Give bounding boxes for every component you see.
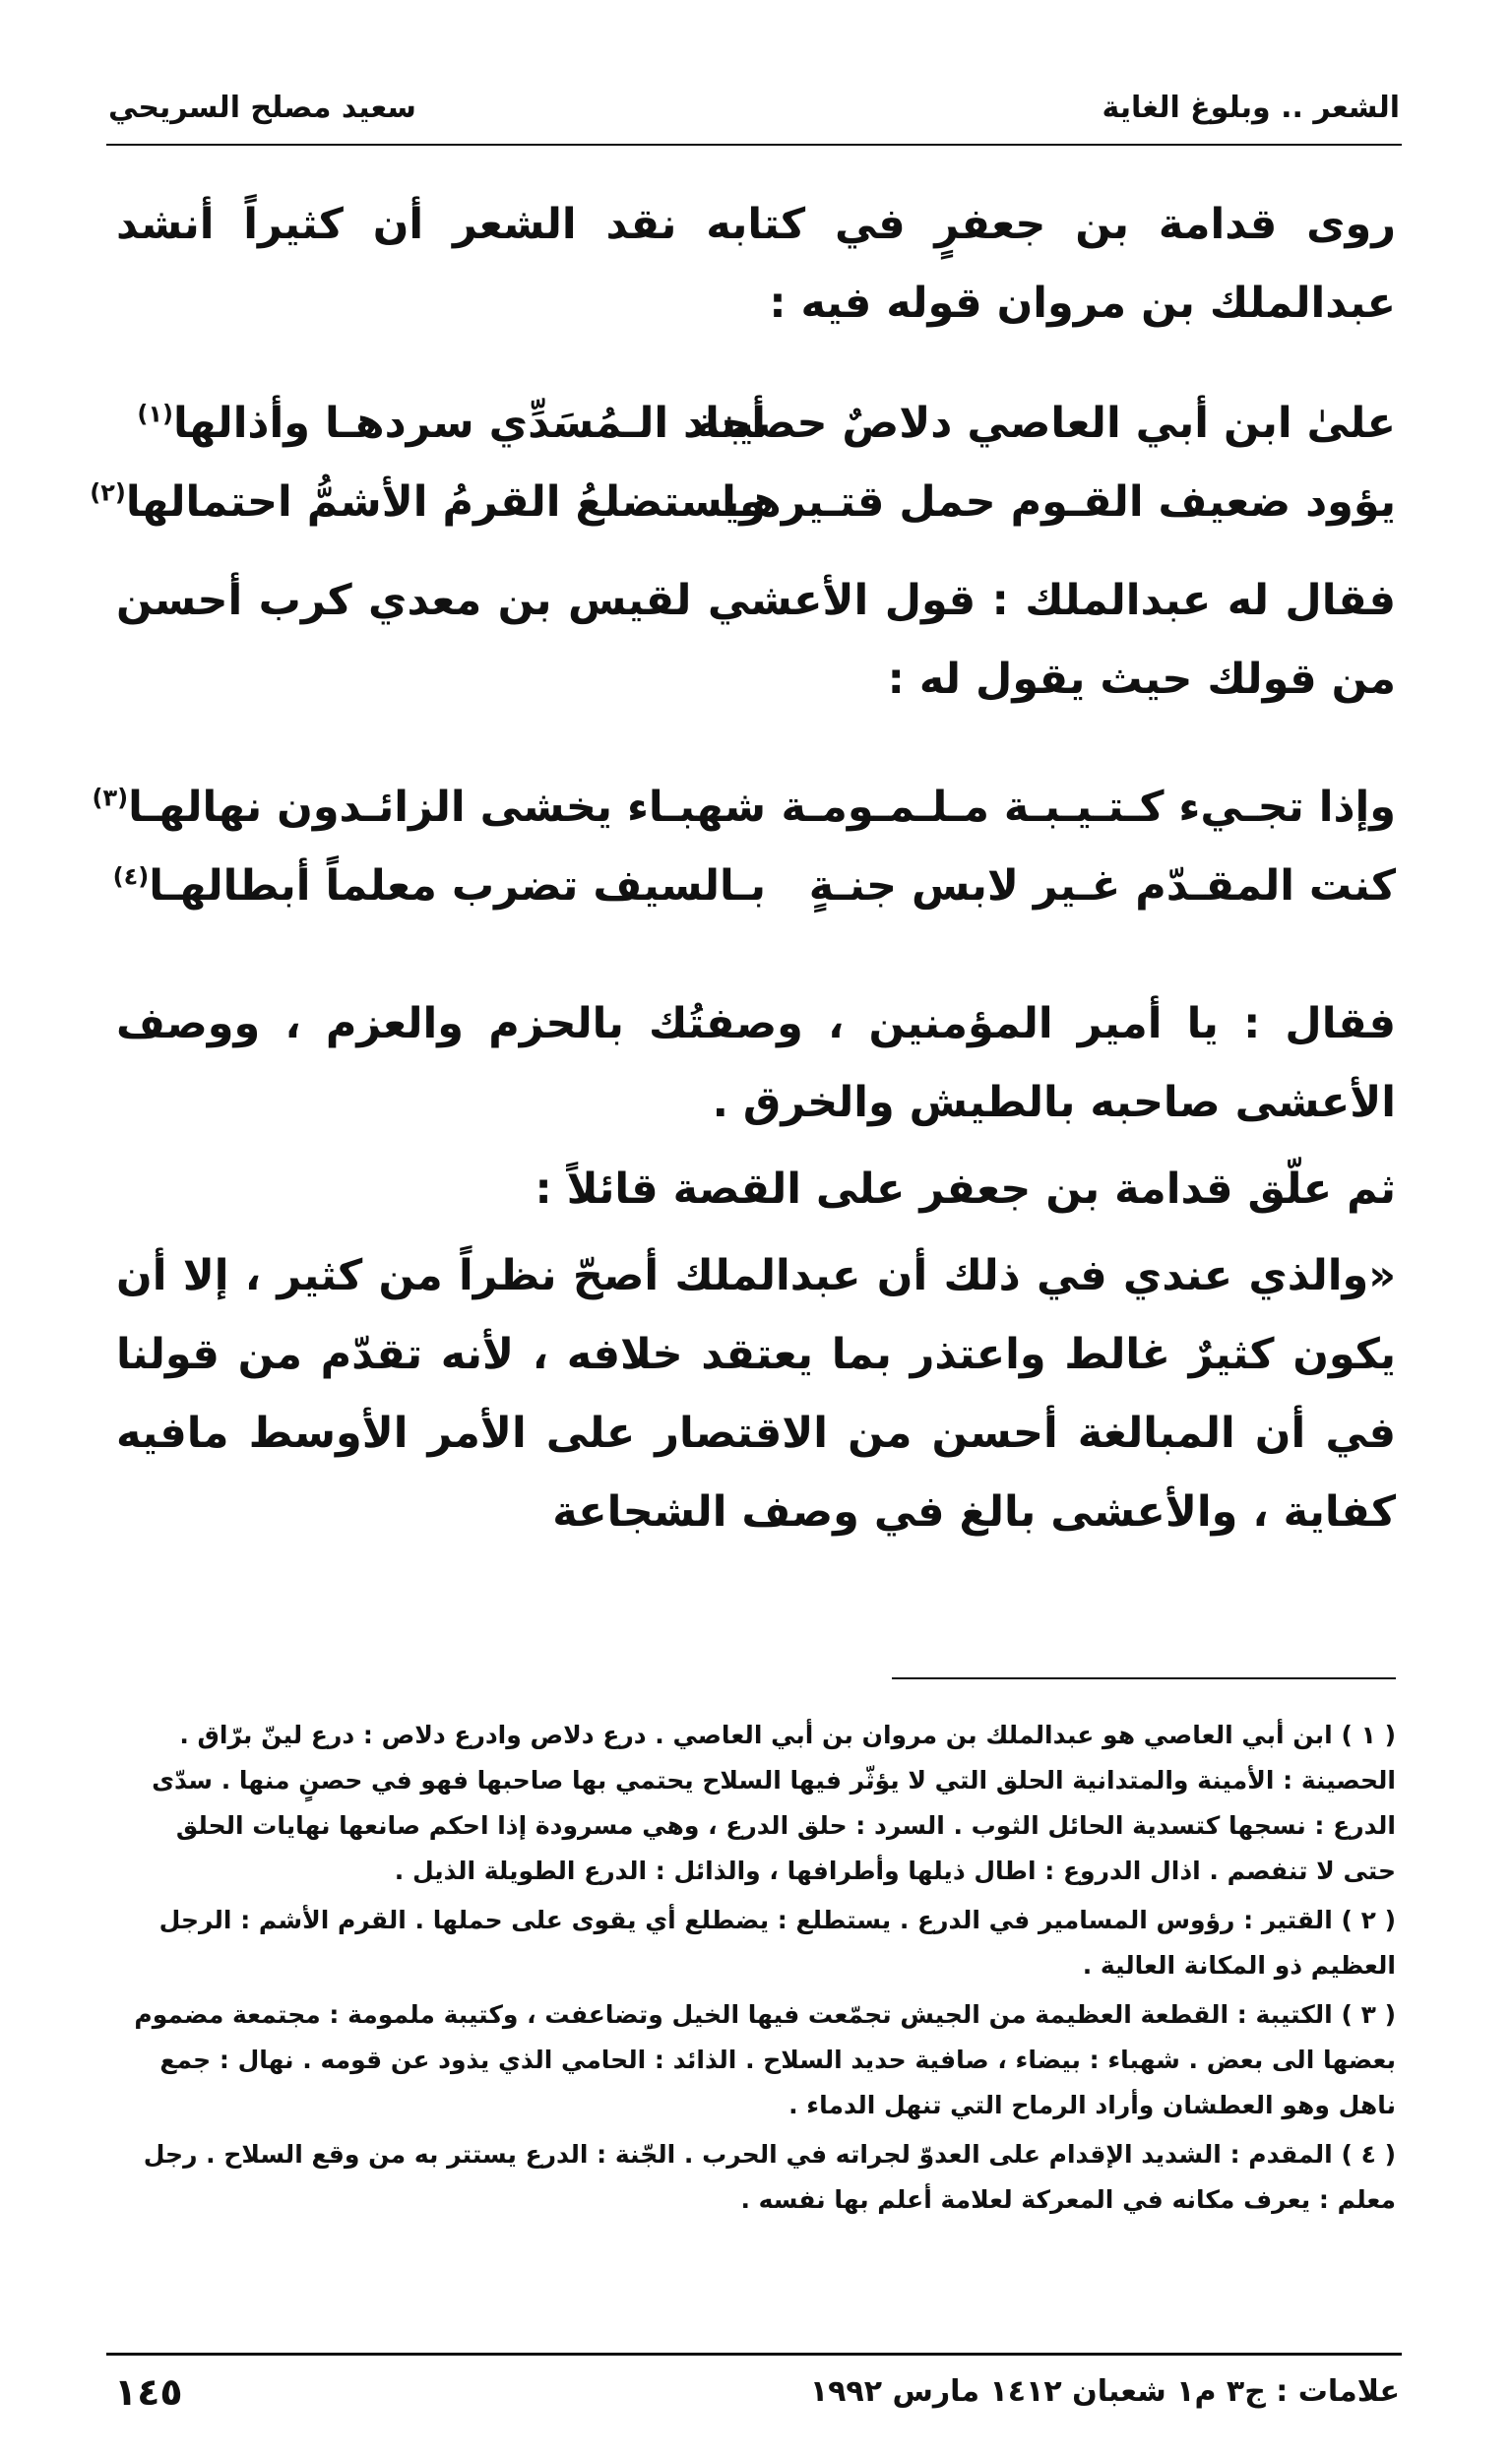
verse-block-kuthayyir xyxy=(90,384,1396,541)
verse-first-hemistich: كنت المقـدّم غـير لابس جنـةٍ xyxy=(808,861,1396,911)
running-header xyxy=(108,91,1400,140)
verse-line xyxy=(92,768,1396,847)
verse-second-hemistich: بـالسيف تضرب معلماً أبطالهـا$^{(٤)}$ xyxy=(112,861,766,911)
page-number: ١٤٥ xyxy=(114,2370,183,2414)
running-footer xyxy=(114,2370,1400,2424)
footnote-marker: (٢) xyxy=(90,478,126,507)
footnote-marker: (٤) xyxy=(112,862,150,891)
verse-first-hemistich: علىٰ ابن أبي العاصي دلاصٌ حصينة xyxy=(694,399,1396,448)
verse-second-hemistich: أجاد الـمُسَدِّي سردهـا وأذالها$^{(١)}$ xyxy=(137,399,766,448)
footnote-rule xyxy=(892,1677,1396,1679)
article-body xyxy=(90,185,1396,1551)
verse-block-aasha xyxy=(92,768,1396,925)
footnote-4: ( ٤ ) المقدم : الشديد الإقدام على العدوّ لجراته في الحرب . الجّنة : الدرع يستتر به من وقع السلاح . رجل معلم : يعرف مكانه في المعركة لعلامة أعلم بها نفسه . xyxy=(143,2140,1396,2214)
footer-rule xyxy=(106,2353,1402,2356)
header-section-title: الشعر .. وبلوغ الغاية xyxy=(1102,91,1400,125)
footnote-3: ( ٣ ) الكتيبة : القطعة العظيمة من الجيش تجمّعت فيها الخيل وتضاعفت ، وكتيبة ملمومة : مجتمعة مضموم بعضها الى بعض . شهباء : بيضاء ، صافية حديد السلاح . الذائد : الحامي الذي يذود عن قومه . نهال : جمع ناهل وهو العطشان وأراد الرماح التي تنهل الدماء . xyxy=(134,2000,1396,2119)
verse-second-hemistich: شهبـاء يخشى الزائـدون نهالهـا$^{(٣)}$ xyxy=(92,783,766,832)
paragraph-quotation: «والذي عندي في ذلك أن عبدالملك أصحّ نظراً من كثير ، إلا أن يكون كثيرٌ غالط واعتذر بما يعتقد خلافه ، لأنه تقدّم من قولنا في أن المبالغة أحسن من الاقتصار على الأمر الأوسط مافيه كفاية ، والأعشى بالغ في وصف الشجاعة xyxy=(116,1251,1396,1537)
verse-first-hemistich: يؤود ضعيف القـوم حمل قتـيرهـا xyxy=(722,477,1396,527)
footnote-2: ( ٢ ) القتير : رؤوس المسامير في الدرع . يستطلع : يضطلع أي يقوى على حملها . القرم الأشم : الرجل العظيم ذو المكانة العالية . xyxy=(158,1906,1396,1980)
verse-line xyxy=(90,463,1396,541)
paragraph-abdulmalik-reply: فقال له عبدالملك : قول الأعشي لقيس بن معدي كرب أحسن من قولك حيث يقول له : xyxy=(116,576,1396,704)
verse-first-hemistich: وإذا تجـيء كـتـيـبـة مـلـمـومـة xyxy=(781,783,1396,832)
journal-issue-info: علامات : ج٣ م١ شعبان ١٤١٢ مارس ١٩٩٢ xyxy=(809,2374,1400,2409)
verse-line xyxy=(116,384,1396,463)
header-rule xyxy=(106,144,1402,146)
footnote-1: ( ١ ) ابن أبي العاصي هو عبدالملك بن مروان بن أبي العاصي . درع دلاص وادرع دلاص : درع لينّ برّاق . الحصينة : الأمينة والمتدانية الحلق التي لا يؤثّر فيها السلاح يحتمي بها صاحبها فهو في حصنٍ منها . سدّى الدرع : نسجها كتسدية الحائل الثوب . السرد : حلق الدرع ، وهي مسرودة إذا احكم صانعها نهايات الحلق حتى لا تنفصم . اذال الدروع : اطال ذيلها وأطرافها ، والذائل : الدرع الطويلة الذيل . xyxy=(152,1721,1396,1885)
footnote-marker: (١) xyxy=(137,400,174,428)
paragraph-qudama-comment: ثم علّق قدامة بن جعفر على القصة قائلاً : xyxy=(535,1165,1396,1214)
verse-second-hemistich: ويستضلعُ القرمُ الأشمُّ احتمالها$^{(٢)}$ xyxy=(90,477,766,527)
verse-line xyxy=(112,847,1396,925)
footnotes xyxy=(116,1713,1396,2227)
footnote-marker: (٣) xyxy=(92,784,129,812)
paragraph-kuthayyir-reply: فقال : يا أمير المؤمنين ، وصفتُك بالحزم والعزم ، ووصف الأعشى صاحبه بالطيش والخرق . xyxy=(116,999,1396,1127)
paragraph-intro: روى قدامة بن جعفرٍ في كتابه نقد الشعر أن كثيراً أنشد عبدالملك بن مروان قوله فيه : xyxy=(116,200,1396,328)
header-author-name: سعيد مصلح السريحي xyxy=(108,91,416,125)
